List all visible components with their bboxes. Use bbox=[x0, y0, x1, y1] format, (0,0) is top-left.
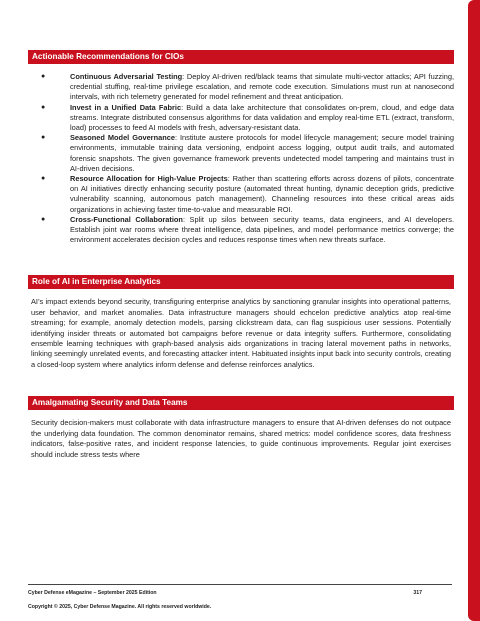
section-header-amalgamating: Amalgamating Security and Data Teams bbox=[28, 396, 454, 410]
item-lead: Invest in a Unified Data Fabric bbox=[70, 102, 182, 112]
page-edge-accent-bar bbox=[468, 0, 480, 621]
bullet-icon: ● bbox=[41, 134, 46, 142]
footer-edition: Cyber Defense eMagazine – September 2025 Edition bbox=[28, 590, 157, 596]
item-lead: Cross-Functional Collaboration bbox=[70, 214, 183, 224]
item-lead: Resource Allocation for High-Value Projects bbox=[70, 174, 228, 184]
list-item bbox=[28, 103, 454, 134]
bullet-icon: ● bbox=[41, 103, 46, 111]
item-lead: Continuous Adversarial Testing bbox=[70, 72, 183, 81]
list-item bbox=[28, 215, 454, 246]
section-header-recommendations: Actionable Recommendations for CIOs bbox=[28, 50, 454, 64]
bullet-icon: ● bbox=[41, 73, 46, 80]
item-text: : Build a data lake architecture that consolidates on-prem, cloud, and edge data streams. Integrate distributed consensus algorithms for data validation and employ real-time ETL (extract, transform, load) processes to feed AI models with fresh, adversary-resistant data. bbox=[70, 102, 454, 133]
list-item bbox=[28, 174, 454, 215]
item-lead: Seasoned Model Governance bbox=[70, 133, 175, 143]
item-text: : Institute austere protocols for model lifecycle management; secure model training environments, immutable training data versioning, endpoint access logging, output audit trails, and automated forensic snapshots. The given governance framework prevents undetected model tampering and maintains trust in AI-driven decisions. bbox=[70, 133, 454, 173]
bullet-icon: ● bbox=[41, 215, 46, 223]
item-text: : Deploy AI-driven red/black teams that simulate multi-vector attacks; API fuzzing, credential stuffing, real-time privilege escalation, and remote code execution. Simulations must run at nanosecond intervals, with rich telemetry generated for model refinement and threat anticipation. bbox=[70, 72, 454, 102]
list-item bbox=[28, 72, 454, 103]
role-of-ai-paragraph: AI’s impact extends beyond security, transfiguring enterprise analytics by sanctioning granular insights into operational patterns, user behavior, and market anomalies. Data infrastructure managers should echcelon predictive analytics atop real-time streaming; for example, anomaly detection models, parsing clickstream data, can flag suspicious user sessions. Potentially identifying insider threats or automated bot campaigns before revenue or data integrity suffers. Furthermore, consolidating ensemble learning techniques with graph-based analysis aids organizations in tracing lateral movement paths in networks, linking seemingly unrelated events, and forecasting attacker intent. Habituated insights input back into security controls, creating a closed-loop system where analytics inform defense and defense reinforces analytics. bbox=[31, 297, 451, 369]
recommendations-list bbox=[28, 72, 454, 245]
item-text: : Split up silos between security teams, data engineers, and AI developers. Establish joint war rooms where threat intelligence, data pipelines, and model performance metrics converge; the environment accelerates decision cycles and reduces response times when new threats surface. bbox=[70, 214, 455, 245]
section-header-role-of-ai: Role of AI in Enterprise Analytics bbox=[28, 275, 454, 289]
bullet-icon: ● bbox=[41, 175, 46, 183]
list-item bbox=[28, 133, 454, 174]
footer-page-number: 317 bbox=[413, 590, 422, 596]
footer-copyright: Copyright © 2025, Cyber Defense Magazine. All rights reserved worldwide. bbox=[28, 604, 212, 610]
amalgamating-paragraph: Security decision-makers must collaborate with data infrastructure managers to ensure that AI-driven defenses do not outpace the underlying data foundation. The common denominator remains, shared metrics: model confidence scores, data freshness indicators, false-positive rates, and incident response latencies, to guide continuous improvements. Regular joint exercises should include stress tests where bbox=[31, 418, 451, 459]
item-text: : Rather than scattering efforts across dozens of pilots, concentrate on AI initiatives directly enhancing security posture (automated threat hunting, dynamic deception grids, predictive vulnerability scanning, autonomous patch management). Channeling resources into these critical areas aids organizations in achieving faster time-to-value and measurable ROI. bbox=[70, 174, 454, 214]
page-content bbox=[28, 50, 454, 460]
page-footer bbox=[28, 584, 452, 610]
